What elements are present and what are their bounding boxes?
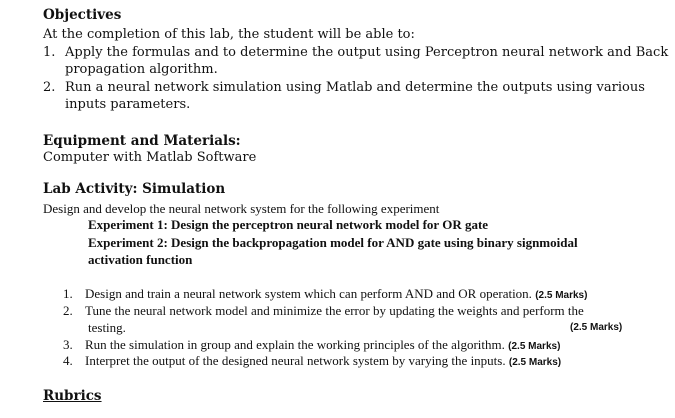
task-item-1 bbox=[63, 286, 587, 302]
objective-text: Apply the formulas and to determine the output using Perceptron neural network and Back bbox=[65, 45, 669, 60]
equipment-heading: Equipment and Materials: bbox=[43, 133, 241, 149]
task-marks: (2.5 Marks) bbox=[570, 322, 623, 333]
task-number: 3. bbox=[63, 337, 73, 352]
objective-item-2-continued: inputs parameters. bbox=[65, 97, 191, 112]
experiment-1-title: Experiment 1: Design the perceptron neural network model for OR gate bbox=[88, 217, 489, 232]
objective-number: 1. bbox=[43, 45, 56, 60]
task-marks: (2.5 Marks) bbox=[535, 290, 588, 301]
task-item-2-continued: testing. bbox=[88, 320, 126, 335]
task-number: 2. bbox=[63, 303, 73, 318]
task-item-4 bbox=[63, 353, 561, 369]
lab-activity-intro: Design and develop the neural network system for the following experiment bbox=[43, 201, 440, 216]
experiment-2-title: Experiment 2: Design the backpropagation model for AND gate using binary signmoidal bbox=[88, 235, 578, 250]
task-item-3 bbox=[63, 337, 560, 353]
task-number: 1. bbox=[63, 286, 73, 301]
task-text: Interpret the output of the designed neural network system by varying the inputs. bbox=[85, 353, 506, 368]
equipment-text: Computer with Matlab Software bbox=[43, 150, 257, 165]
objectives-heading: Objectives bbox=[43, 7, 122, 23]
task-text: Tune the neural network model and minimize the error by updating the weights and perform the bbox=[85, 303, 584, 318]
objective-item-1 bbox=[43, 45, 668, 60]
task-marks: (2.5 Marks) bbox=[508, 341, 561, 352]
rubrics-heading: Rubrics bbox=[43, 388, 102, 404]
task-text: Design and train a neural network system which can perform AND and OR operation. bbox=[85, 286, 532, 301]
task-marks: (2.5 Marks) bbox=[508, 357, 562, 368]
task-item-2 bbox=[63, 303, 584, 319]
objective-number: 2. bbox=[43, 80, 56, 95]
objectives-intro: At the completion of this lab, the student will be able to: bbox=[43, 27, 415, 42]
objective-item-1-continued: propagation algorithm. bbox=[65, 62, 218, 77]
task-text: Run the simulation in group and explain the working principles of the algorithm. bbox=[85, 337, 505, 352]
objective-item-2 bbox=[43, 80, 645, 95]
task-number: 4. bbox=[63, 353, 73, 368]
lab-activity-heading: Lab Activity: Simulation bbox=[43, 181, 226, 197]
objective-text: Run a neural network simulation using Matlab and determine the outputs using various bbox=[65, 80, 645, 95]
experiment-2-title-continued: activation function bbox=[88, 252, 193, 267]
